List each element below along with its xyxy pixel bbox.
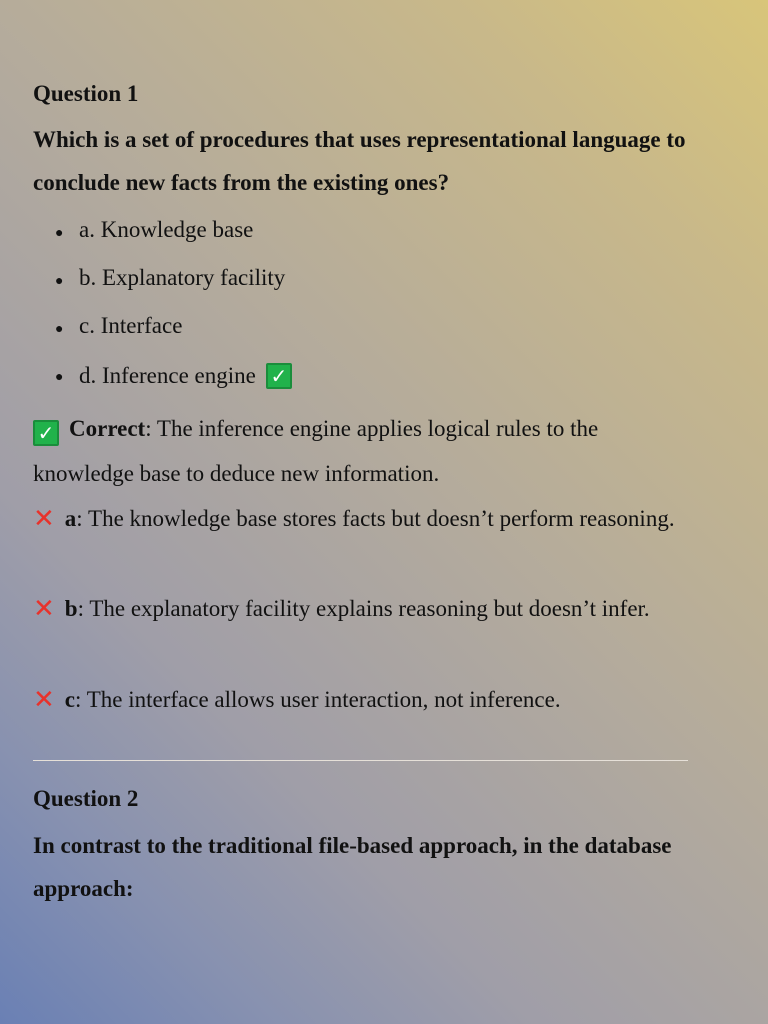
question-1-text: Which is a set of procedures that uses representational language to conclude new facts from the existing ones? [33, 127, 686, 195]
explanation-b-text: : The explanatory facility explains reasoning but doesn’t infer. [77, 596, 650, 621]
bullet-icon: ● [55, 274, 64, 289]
bullet-icon: ● [55, 226, 64, 241]
option-c [33, 302, 292, 350]
option-d-label: d. Inference engine [79, 363, 256, 388]
section-divider [33, 760, 688, 761]
explanation-c-text: : The interface allows user interaction, not inference. [75, 687, 561, 712]
check-mark-icon: ✓ [33, 420, 59, 446]
explanation-c [33, 677, 688, 723]
option-b [33, 254, 292, 302]
bullet-icon: ● [55, 322, 64, 337]
option-c-label: c. Interface [79, 313, 183, 338]
option-a [33, 206, 292, 254]
explanation-b-label: b [64, 596, 78, 621]
explanation-a [33, 496, 688, 542]
bullet-icon: ● [55, 370, 64, 385]
correct-explanation [33, 406, 688, 496]
option-d [33, 350, 292, 402]
cross-mark-icon: ✕ [33, 504, 55, 534]
explanation-a-text: : The knowledge base stores facts but doesn’t perform reasoning. [76, 506, 675, 531]
question-2-text: In contrast to the traditional file-based approach, in the database approach: [33, 833, 672, 901]
question-1-title: Question 1 [33, 81, 139, 106]
option-a-label: a. Knowledge base [79, 217, 254, 242]
correct-label: Correct [69, 416, 146, 441]
cross-mark-icon: ✕ [33, 685, 55, 715]
question-1-options [33, 206, 292, 402]
cross-mark-icon: ✕ [33, 594, 55, 624]
explanation-c-label: c [64, 687, 76, 712]
option-b-label: b. Explanatory facility [79, 265, 286, 290]
check-mark-icon: ✓ [266, 363, 292, 389]
explanation-b [33, 586, 688, 632]
correct-text: : The inference engine applies logical rules to the knowledge base to deduce new information. [33, 416, 599, 486]
explanation-a-label: a [64, 506, 77, 531]
question-2-title: Question 2 [33, 786, 139, 811]
